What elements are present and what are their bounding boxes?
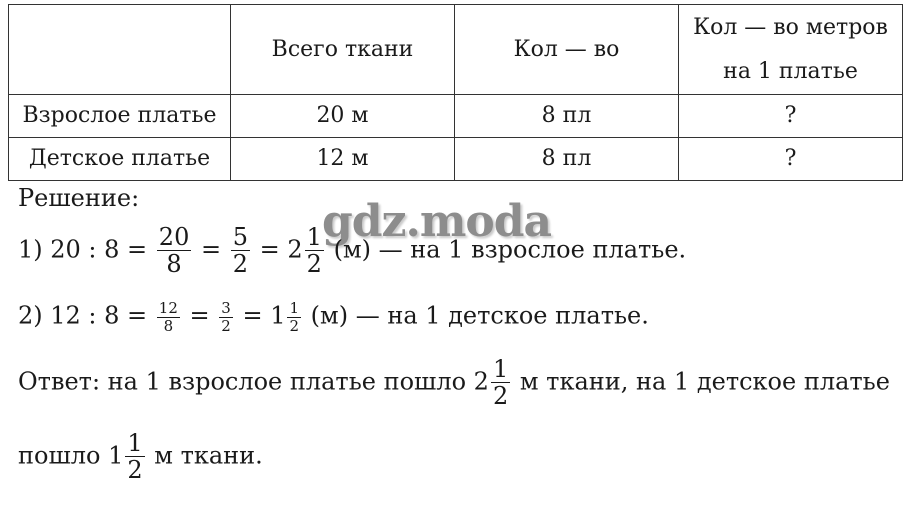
table-row xyxy=(9,138,903,181)
fraction-denominator: 2 xyxy=(492,382,509,411)
header-meters-line2: на 1 платье xyxy=(723,58,858,84)
table-row xyxy=(9,95,903,138)
header-total-fabric: Всего ткани xyxy=(231,5,455,95)
fraction-numerator: 20 xyxy=(158,223,190,251)
cell-adult-per: ? xyxy=(679,95,903,138)
step2-fraction-3 xyxy=(287,300,301,334)
row-label-child: Детское платье xyxy=(9,138,231,181)
fraction-numerator: 5 xyxy=(232,223,249,251)
step2-eq2: = 1 xyxy=(242,301,286,330)
answer-line-1 xyxy=(18,356,890,410)
fraction-denominator: 2 xyxy=(232,250,249,279)
header-meters-line1: Кол — во метров xyxy=(693,14,888,40)
fraction-numerator: 12 xyxy=(158,299,178,317)
cell-child-per: ? xyxy=(679,138,903,181)
answer1-prefix: Ответ: на 1 взрослое платье пошло 2 xyxy=(18,367,489,396)
step1-eq1: = xyxy=(200,235,222,264)
answer-line-2 xyxy=(18,430,263,484)
answer1-fraction xyxy=(491,356,510,410)
step2-prefix: 2) 12 : 8 = xyxy=(18,301,148,330)
solution-step-2 xyxy=(18,300,649,334)
fraction-denominator: 8 xyxy=(166,250,182,279)
header-count: Кол — во xyxy=(455,5,679,95)
solution-title: Решение: xyxy=(18,184,140,212)
answer2-fraction xyxy=(125,430,144,484)
step1-fraction-2 xyxy=(231,224,250,278)
data-table xyxy=(8,4,903,181)
step2-fraction-2 xyxy=(219,300,233,334)
fraction-numerator: 3 xyxy=(221,299,231,317)
step1-fraction-3 xyxy=(305,224,324,278)
fraction-denominator: 2 xyxy=(289,316,300,335)
header-meters-per-dress xyxy=(679,5,903,95)
step1-eq2: = 2 xyxy=(259,235,303,264)
table-header-row xyxy=(9,5,903,95)
answer2-suffix: м ткани. xyxy=(154,441,263,470)
answer2-prefix: пошло 1 xyxy=(18,441,124,470)
step2-suffix: (м) — на 1 детское платье. xyxy=(310,301,649,330)
header-empty xyxy=(9,5,231,95)
fraction-numerator: 1 xyxy=(306,223,322,251)
answer1-suffix: м ткани, на 1 детское платье xyxy=(519,367,890,396)
row-label-adult: Взрослое платье xyxy=(9,95,231,138)
fraction-numerator: 1 xyxy=(127,429,143,457)
step1-prefix: 1) 20 : 8 = xyxy=(18,235,148,264)
fraction-denominator: 2 xyxy=(127,456,143,485)
fraction-numerator: 1 xyxy=(289,299,300,317)
fraction-denominator: 8 xyxy=(163,316,174,335)
fraction-numerator: 1 xyxy=(492,355,509,383)
fraction-denominator: 2 xyxy=(306,250,322,279)
step2-fraction-1 xyxy=(157,300,180,334)
cell-child-count: 8 пл xyxy=(455,138,679,181)
step1-suffix: (м) — на 1 взрослое платье. xyxy=(333,235,687,264)
cell-adult-count: 8 пл xyxy=(455,95,679,138)
solution-step-1 xyxy=(18,224,686,278)
watermark: gdz.moda xyxy=(322,196,552,247)
step1-fraction-1 xyxy=(157,224,192,278)
step2-eq1: = xyxy=(189,301,210,330)
fraction-denominator: 2 xyxy=(221,316,231,335)
cell-adult-total: 20 м xyxy=(231,95,455,138)
cell-child-total: 12 м xyxy=(231,138,455,181)
